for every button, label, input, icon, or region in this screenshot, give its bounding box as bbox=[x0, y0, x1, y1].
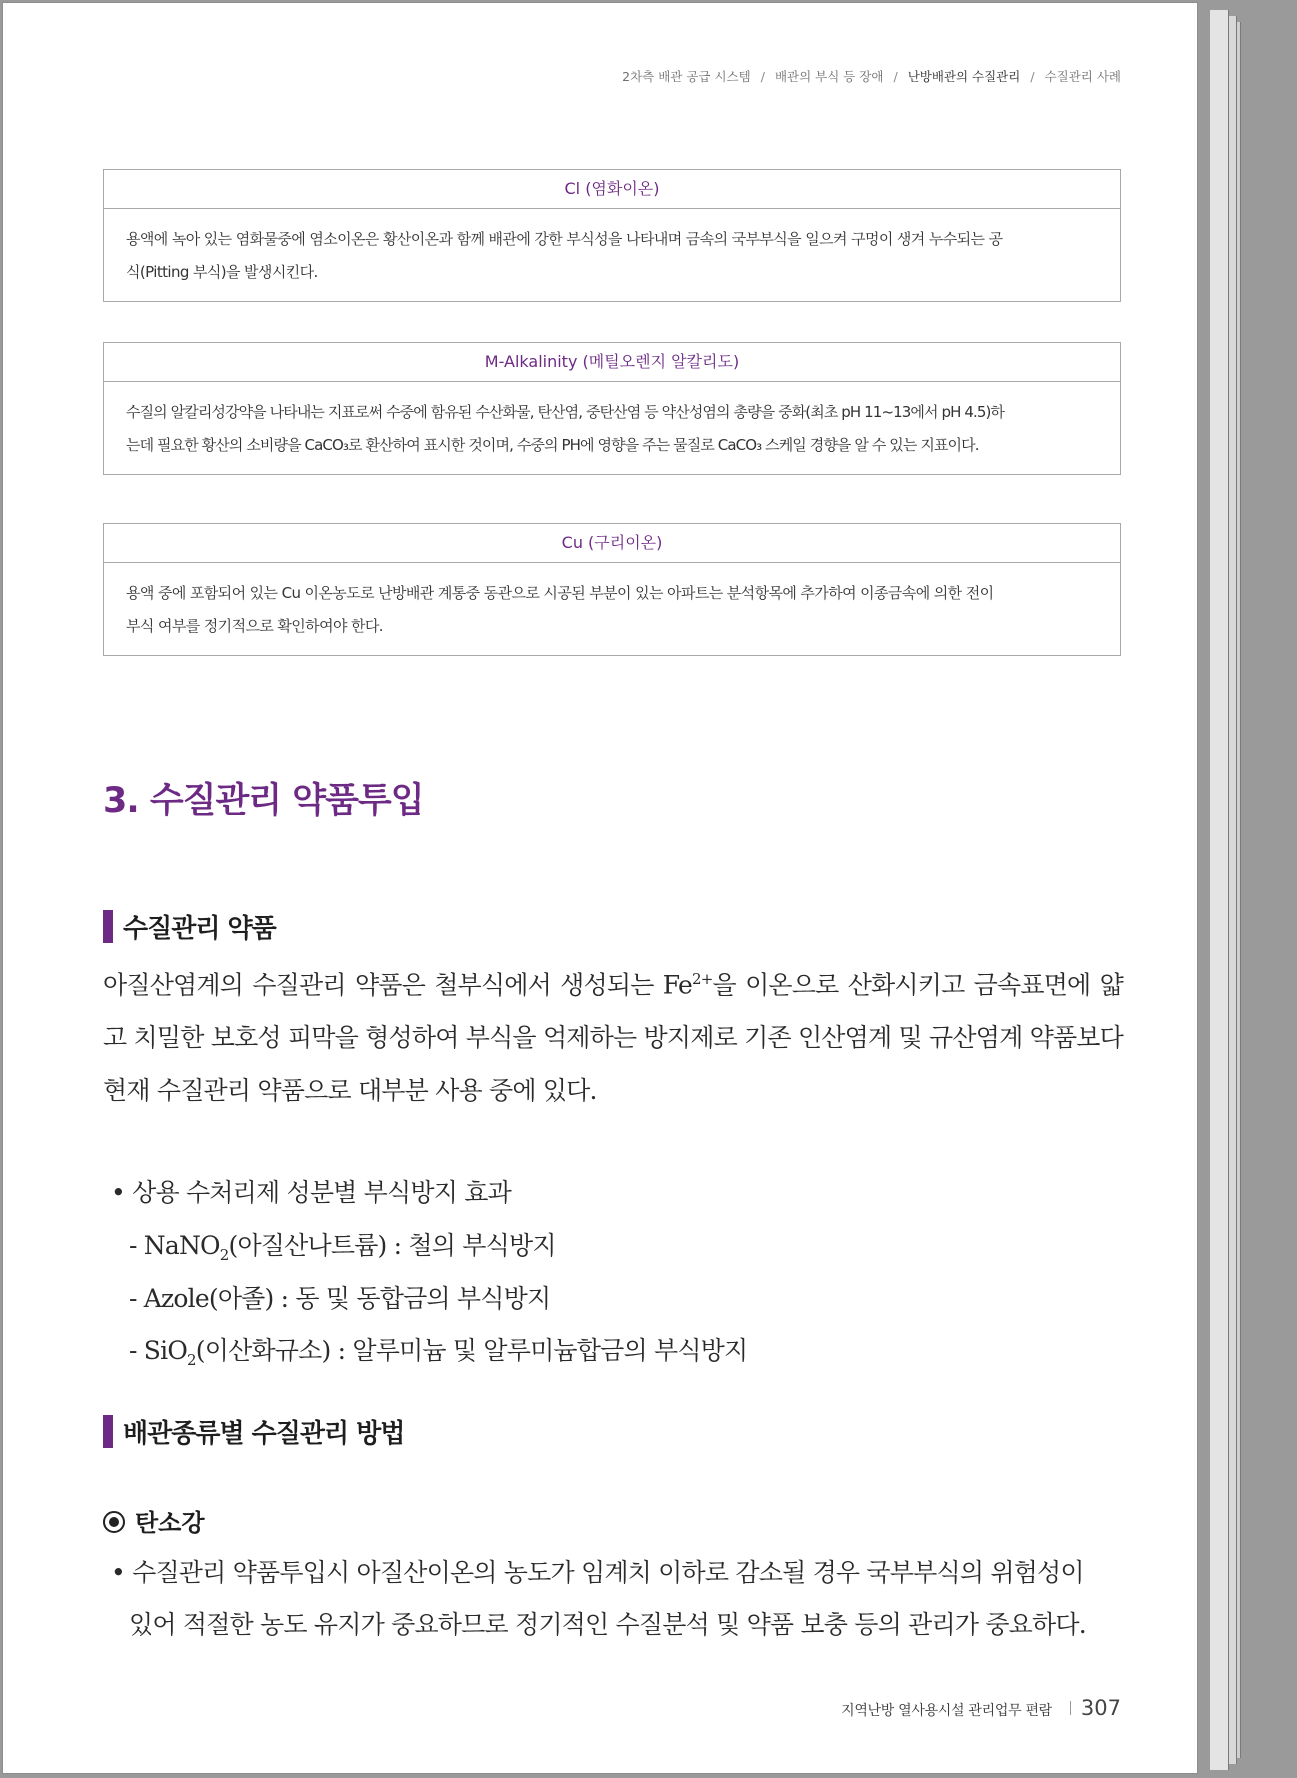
definition-line: 부식 여부를 정기적으로 확인하여야 한다. bbox=[126, 617, 383, 635]
section-title: 3. 수질관리 약품투입 bbox=[103, 781, 424, 821]
list-item-text: - SiO bbox=[129, 1336, 188, 1365]
definition-title: Cu (구리이온) bbox=[104, 524, 1120, 563]
definition-box-copper bbox=[103, 523, 1121, 656]
breadcrumb-item-current[interactable]: 난방배관의 수질관리 bbox=[907, 69, 1021, 84]
definition-line: 용액에 녹아 있는 염화물중에 염소이온은 황산이온과 함께 배관에 강한 부식성을 나타내며 금속의 국부부식을 일으켜 구멍이 생겨 누수되는 공 bbox=[126, 230, 1003, 248]
list-item bbox=[129, 1279, 550, 1315]
definition-box-chloride bbox=[103, 169, 1121, 302]
radio-bullet-icon bbox=[103, 1511, 125, 1533]
subheading-label: 배관종류별 수질관리 방법 bbox=[123, 1419, 405, 1449]
carbon-steel-heading bbox=[103, 1503, 205, 1538]
heading-accent-bar bbox=[103, 910, 113, 943]
carbon-steel-text-line: 있어 적절한 농도 유지가 중요하므로 정기적인 수질분석 및 약품 보충 등의 관리가 중요하다. bbox=[129, 1610, 1086, 1639]
definition-body bbox=[104, 382, 1120, 474]
document-page bbox=[2, 2, 1198, 1774]
subscript: 2 bbox=[187, 1351, 196, 1369]
list-item-text: - Azole(아졸) : 동 및 동합금의 부식방지 bbox=[129, 1284, 551, 1313]
definition-line: 용액 중에 포함되어 있는 Cu 이온농도로 난방배관 계통중 동관으로 시공된 부분이 있는 아파트는 분석항목에 추가하여 이종금속에 의한 전이 bbox=[126, 584, 994, 602]
subscript: 2 bbox=[219, 1246, 229, 1264]
breadcrumb-item[interactable]: 배관의 부식 등 장애 bbox=[774, 69, 884, 84]
chemicals-paragraph bbox=[103, 953, 1123, 1117]
definition-line: 수질의 알칼리성강약을 나타내는 지표로써 수중에 함유된 수산화물, 탄산염, 중탄산염 등 약산성염의 총량을 중화(최초 pH 11~13에서 pH 4.5)하 bbox=[126, 403, 1005, 421]
footer-book-title: 지역난방 열사용시설 관리업무 편람 bbox=[841, 1703, 1052, 1719]
breadcrumb-item[interactable]: 수질관리 사례 bbox=[1044, 69, 1121, 84]
breadcrumb-item[interactable]: 2차측 배관 공급 시스템 bbox=[622, 69, 751, 84]
subheading-chemicals bbox=[103, 908, 276, 945]
footer-divider bbox=[1070, 1701, 1071, 1715]
paragraph-text: 아질산염계의 수질관리 약품은 철부식에서 생성되는 Fe bbox=[103, 970, 692, 1000]
definition-box-m-alkalinity bbox=[103, 342, 1121, 475]
subheading-methods bbox=[103, 1413, 404, 1450]
definition-line: 는데 필요한 황산의 소비량을 CaCO₃로 환산하여 표시한 것이며, 수중의 PH에 영향을 주는 물질로 CaCO₃ 스케일 경향을 알 수 있는 지표이다. bbox=[126, 436, 979, 454]
definition-line: 식(Pitting 부식)을 발생시킨다. bbox=[126, 263, 318, 281]
page-footer bbox=[841, 1696, 1121, 1720]
definition-title: Cl (염화이온) bbox=[104, 170, 1120, 209]
superscript-charge: 2+ bbox=[691, 970, 713, 988]
list-item bbox=[129, 1331, 747, 1369]
list-item bbox=[129, 1226, 556, 1264]
heading-accent-bar bbox=[103, 1415, 113, 1448]
bullet-corrosion-effects: • 상용 수처리제 성분별 부식방지 효과 bbox=[111, 1178, 511, 1207]
list-item-text: (아질산나트륨) : 철의 부식방지 bbox=[228, 1231, 556, 1260]
breadcrumb: 2차측 배관 공급 시스템 / 배관의 부식 등 장애 / 난방배관의 수질관리 / 수질관리 사례 bbox=[622, 69, 1121, 84]
list-item-text: (이산화규소) : 알루미늄 및 알루미늄합금의 부식방지 bbox=[195, 1336, 748, 1365]
carbon-steel-text-line: • 수질관리 약품투입시 아질산이온의 농도가 임계치 이하로 감소될 경우 국부부식의 위험성이 bbox=[111, 1558, 1084, 1587]
paragraph-text: 을 이온으로 산화시키고 금속표면에 얇고 치밀한 보호성 피막을 형성하여 부식을 억제하는 방지제로 기존 인산염계 및 규산염계 약품보다 현재 수질관리 약품으로 대부분 사용 중에 있다. bbox=[103, 970, 1123, 1106]
carbon-steel-label: 탄소강 bbox=[135, 1509, 205, 1537]
list-item-text: - NaNO bbox=[129, 1231, 220, 1260]
page-stack-edge bbox=[1210, 10, 1229, 1770]
definition-body bbox=[104, 209, 1120, 301]
page-number: 307 bbox=[1080, 1696, 1121, 1720]
subheading-label: 수질관리 약품 bbox=[123, 914, 276, 944]
definition-body bbox=[104, 563, 1120, 655]
definition-title: M-Alkalinity (메틸오렌지 알칼리도) bbox=[104, 343, 1120, 382]
